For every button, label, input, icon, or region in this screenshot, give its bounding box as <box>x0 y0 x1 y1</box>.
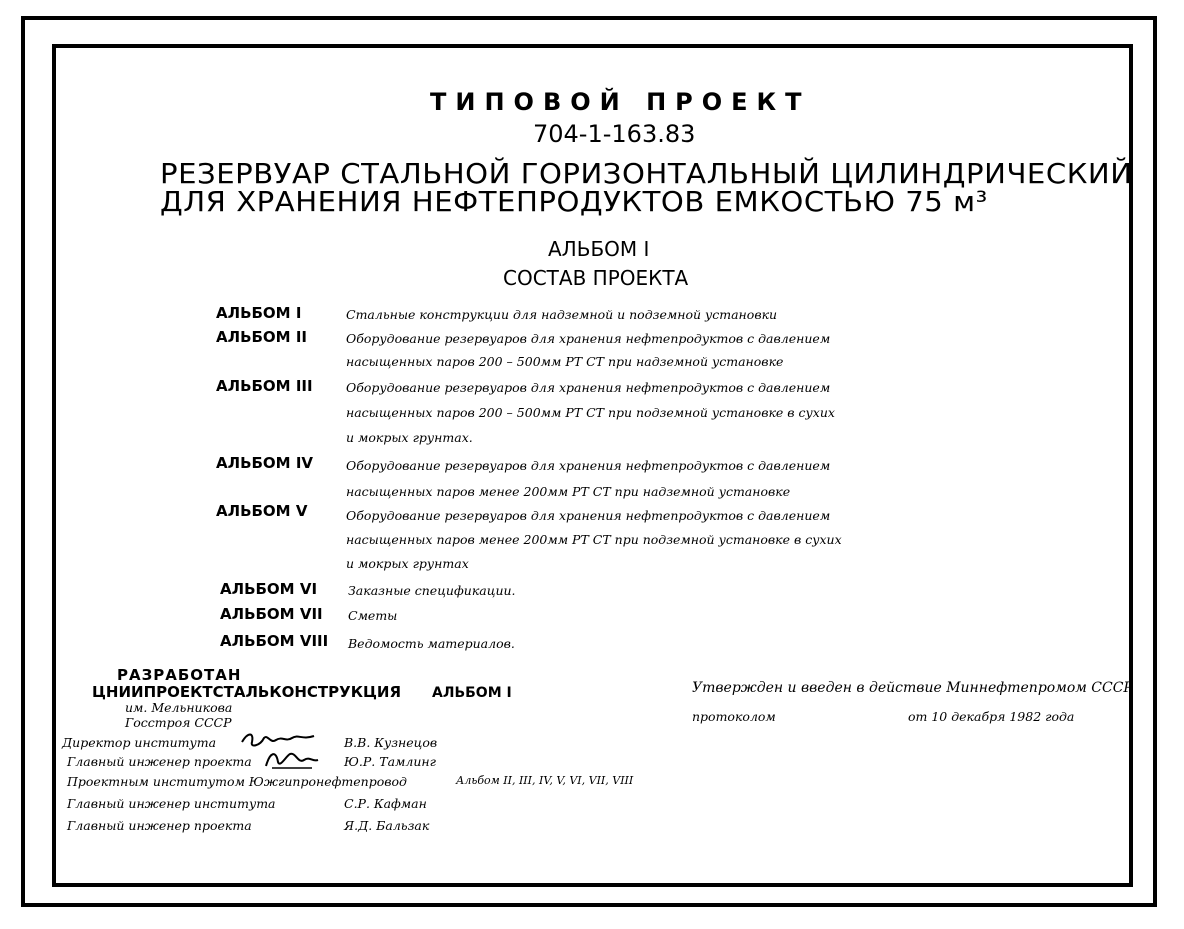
album-label-4: АЛЬБОМ IV <box>216 454 314 472</box>
album-desc-4-line-1: Оборудование резервуаров для хранения нефтепродуктов с давлением <box>346 458 831 473</box>
signature-role-1: Директор института <box>62 735 217 750</box>
signature-role-4: Главный инженер института <box>67 796 276 811</box>
project-kind: ТИПОВОЙ ПРОЕКТ <box>430 88 811 116</box>
album-desc-8-line-1: Ведомость материалов. <box>348 636 515 651</box>
album-label-3: АЛЬБОМ III <box>216 377 313 395</box>
album-desc-5-line-1: Оборудование резервуаров для хранения нефтепродуктов с давлением <box>346 508 831 523</box>
album-desc-3-line-1: Оборудование резервуаров для хранения нефтепродуктов с давлением <box>346 380 831 395</box>
album-label-7: АЛЬБОМ VII <box>220 605 323 623</box>
composition-heading: СОСТАВ ПРОЕКТА <box>503 266 689 290</box>
album-label-5: АЛЬБОМ V <box>216 502 308 520</box>
album-desc-2-line-1: Оборудование резервуаров для хранения нефтепродуктов с давлением <box>346 331 831 346</box>
project-number: 704-1-163.83 <box>533 120 696 148</box>
signature-name-2: Ю.Р. Тамлинг <box>344 754 436 769</box>
title-line-1: РЕЗЕРВУАР СТАЛЬНОЙ ГОРИЗОНТАЛЬНЫЙ ЦИЛИНДРИЧЕСКИЙ <box>160 157 1133 190</box>
album-desc-3-line-2: насыщенных паров 200 – 500мм РТ СТ при подземной установке в сухих <box>346 405 835 420</box>
approval-date: от 10 декабря 1982 года <box>908 709 1075 724</box>
developer-gosstroy: Госстроя СССР <box>125 715 232 730</box>
signature-name-4: С.Р. Кафман <box>344 796 427 811</box>
album-desc-1-line-1: Стальные конструкции для надземной и подземной установки <box>346 307 778 322</box>
album-heading: АЛЬБОМ I <box>548 237 650 261</box>
album-desc-5-line-2: насыщенных паров менее 200мм РТ СТ при подземной установке в сухих <box>346 532 842 547</box>
album-ref-1: АЛЬБОМ I <box>432 685 512 701</box>
signature-role-3: Проектным институтом Южгипронефтепровод <box>67 774 407 789</box>
album-label-6: АЛЬБОМ VI <box>220 580 318 598</box>
album-label-2: АЛЬБОМ II <box>216 328 307 346</box>
album-desc-7-line-1: Сметы <box>348 608 398 623</box>
album-desc-5-line-3: и мокрых грунтах <box>346 556 469 571</box>
albums-ref-2: Альбом II, III, IV, V, VI, VII, VIII <box>456 774 634 787</box>
signature-name-5: Я.Д. Бальзак <box>344 818 430 833</box>
developer-named: им. Мельникова <box>125 700 233 715</box>
developed-heading: РАЗРАБОТАН <box>117 666 242 684</box>
album-desc-2-line-2: насыщенных паров 200 – 500мм РТ СТ при надземной установке <box>346 354 784 369</box>
approval-line-1: Утвержден и введен в действие Миннефтепромом СССР <box>692 680 1133 696</box>
album-label-1: АЛЬБОМ I <box>216 304 302 322</box>
album-desc-3-line-3: и мокрых грунтах. <box>346 430 473 445</box>
signature-role-5: Главный инженер проекта <box>67 818 252 833</box>
album-label-8: АЛЬБОМ VIII <box>220 632 329 650</box>
album-desc-6-line-1: Заказные спецификации. <box>348 583 516 598</box>
chief-engineer-signature-mark <box>262 748 322 770</box>
title-line-2: ДЛЯ ХРАНЕНИЯ НЕФТЕПРОДУКТОВ ЕМКОСТЬЮ 75 м³ <box>160 185 988 218</box>
album-desc-4-line-2: насыщенных паров менее 200мм РТ СТ при надземной установке <box>346 484 791 499</box>
approval-protocol: протоколом <box>692 709 776 724</box>
signature-name-1: В.В. Кузнецов <box>344 735 438 750</box>
signature-role-2: Главный инженер проекта <box>67 754 252 769</box>
developer-org: ЦНИИПРОЕКТСТАЛЬКОНСТРУКЦИЯ <box>92 683 402 701</box>
